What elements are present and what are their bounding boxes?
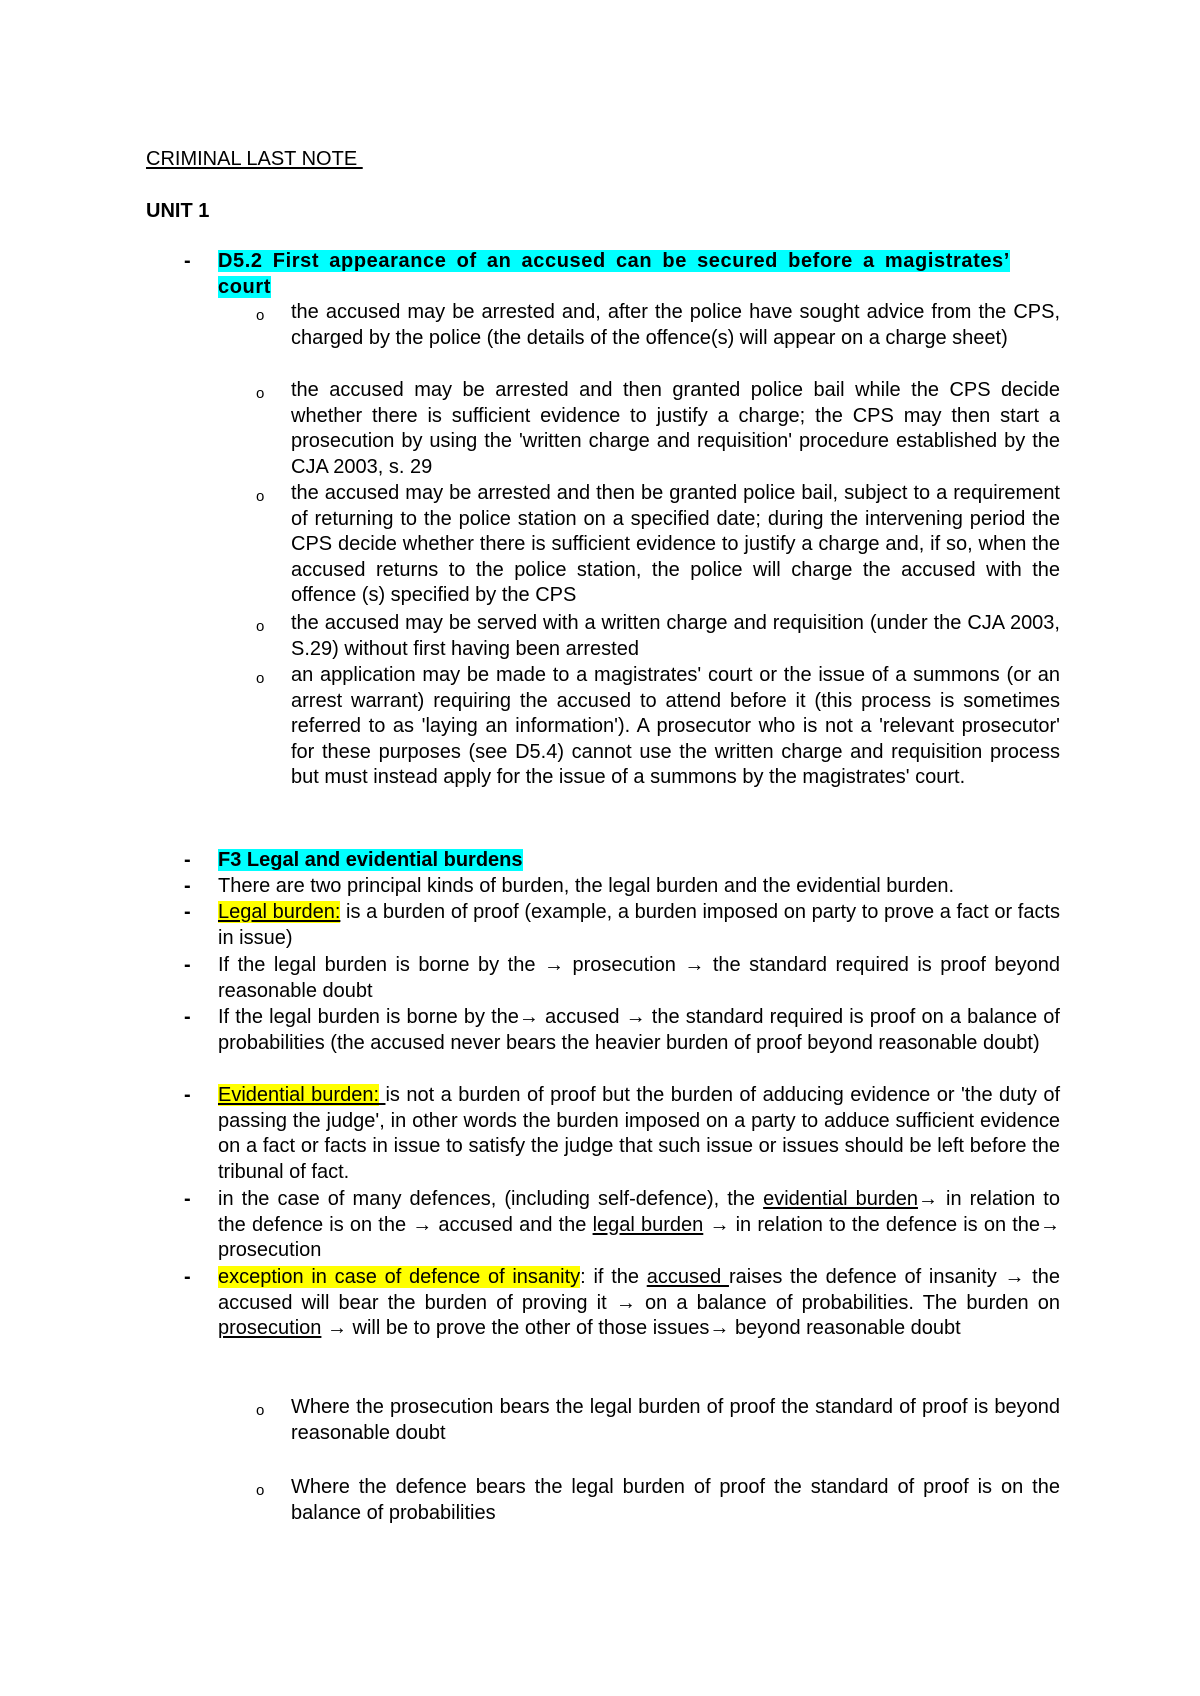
f3-paragraph: If the legal burden is borne by the → prosecution → the standard required is proof beyond reasonable doubt: [218, 954, 1061, 1002]
dash-bullet: -: [184, 1188, 191, 1210]
document-title: CRIMINAL LAST NOTE: [146, 148, 363, 170]
arrow-icon: →: [518, 1006, 539, 1028]
dash-bullet: -: [184, 250, 191, 272]
dash-bullet: -: [184, 1266, 191, 1288]
circle-bullet: o: [256, 1402, 265, 1419]
arrow-icon: →: [1040, 1213, 1061, 1236]
arrow-icon: →: [615, 1291, 636, 1314]
arrow-icon: →: [412, 1213, 433, 1236]
arrow-icon: →: [625, 1006, 646, 1028]
f3-paragraph: Legal burden: is a burden of proof (example, a burden imposed on party to prove a fact or facts in issue): [218, 901, 1060, 949]
d52-item: an application may be made to a magistrates' court or the issue of a summons (or an arrest warrant) requiring the accused to attend before it (this process is sometimes referred to as 'laying an information'). A prosecutor who is not a 'relevant prosecutor' for these purposes (see D5.4) cannot use the written charge and requisition process but must instead apply for the issue of a summons by the magistrates' court.: [291, 664, 1060, 789]
arrow-icon: →: [1004, 1266, 1025, 1288]
d52-item: the accused may be served with a written charge and requisition (under the CJA 2003, S.29) without first having been arrested: [291, 612, 1060, 660]
dash-bullet: -: [184, 1006, 191, 1028]
dash-bullet: -: [184, 875, 191, 897]
f3-paragraph: Evidential burden: is not a burden of proof but the burden of adducing evidence or 'the duty of passing the judge', in other words the burden imposed on a party to adduce sufficient evidence on a fact or facts in issue to satisfy the judge that such issue or issues should be left before the tribunal of fact.: [218, 1084, 1060, 1183]
legal-burden-term: Legal burden:: [218, 901, 341, 923]
circle-bullet: o: [256, 618, 265, 635]
dash-bullet: -: [184, 901, 191, 923]
unit-heading: UNIT 1: [146, 200, 210, 222]
d52-heading-line1: D5.2 First appearance of an accused can be secured before a magistrates’: [218, 250, 1010, 272]
evidential-burden-term: Evidential burden:: [218, 1084, 380, 1106]
f3-paragraph: If the legal burden is borne by the→ accused → the standard required is proof on a balance of probabilities (the accused never bears the heavier burden of proof beyond reasonable doubt): [218, 1006, 1060, 1054]
f3-heading-text: F3 Legal and evidential burdens: [218, 849, 523, 871]
dash-bullet: -: [184, 954, 191, 976]
arrow-icon: →: [709, 1317, 730, 1340]
f3-paragraph: There are two principal kinds of burden, the legal burden and the evidential burden.: [218, 875, 955, 897]
arrow-icon: →: [684, 954, 705, 976]
circle-bullet: o: [256, 307, 265, 324]
circle-bullet: o: [256, 488, 265, 505]
arrow-icon: →: [326, 1317, 347, 1340]
dash-bullet: -: [184, 1084, 191, 1106]
standard-item: Where the prosecution bears the legal burden of proof the standard of proof is beyond reasonable doubt: [291, 1396, 1060, 1444]
circle-bullet: o: [256, 670, 265, 687]
f3-paragraph: exception in case of defence of insanity: if the accused raises the defence of insanity → the accused will bear the burden of proving it → on a balance of probabilities. The burden on prosecution → will be to prove the other of those issues→ beyond reasonable doubt: [218, 1266, 1060, 1340]
d52-item: the accused may be arrested and then granted police bail while the CPS decide whether there is sufficient evidence to justify a charge; the CPS may then start a prosecution by using the 'written charge and requisition' procedure established by the CJA 2003, s. 29: [291, 379, 1060, 478]
standard-item: Where the defence bears the legal burden of proof the standard of proof is on the balance of probabilities: [291, 1476, 1060, 1524]
dash-bullet: -: [184, 849, 191, 871]
circle-bullet: o: [256, 385, 265, 402]
circle-bullet: o: [256, 1482, 265, 1499]
arrow-icon: →: [917, 1188, 938, 1210]
insanity-exception-term: exception in case of defence of insanity: [218, 1266, 581, 1288]
arrow-icon: →: [543, 954, 564, 976]
d52-heading: [218, 249, 1060, 300]
d52-item: the accused may be arrested and, after the police have sought advice from the CPS, charged by the police (the details of the offence(s) will appear on a charge sheet): [291, 301, 1060, 349]
d52-item: the accused may be arrested and then be granted police bail, subject to a requirement of returning to the police station on a specified date; during the intervening period the CPS decide whether there is sufficient evidence to justify a charge and, if so, when the accused returns to the police station, the police will charge the accused with the offence (s) specified by the CPS: [291, 482, 1060, 607]
f3-heading: [218, 848, 1060, 874]
arrow-icon: →: [709, 1213, 730, 1236]
d52-heading-line2: court: [218, 275, 271, 298]
f3-paragraph: in the case of many defences, (including self-defence), the evidential burden→ in relation to the defence is on the → accused and the legal burden → in relation to the defence is on the→ prosecution: [218, 1188, 1061, 1262]
